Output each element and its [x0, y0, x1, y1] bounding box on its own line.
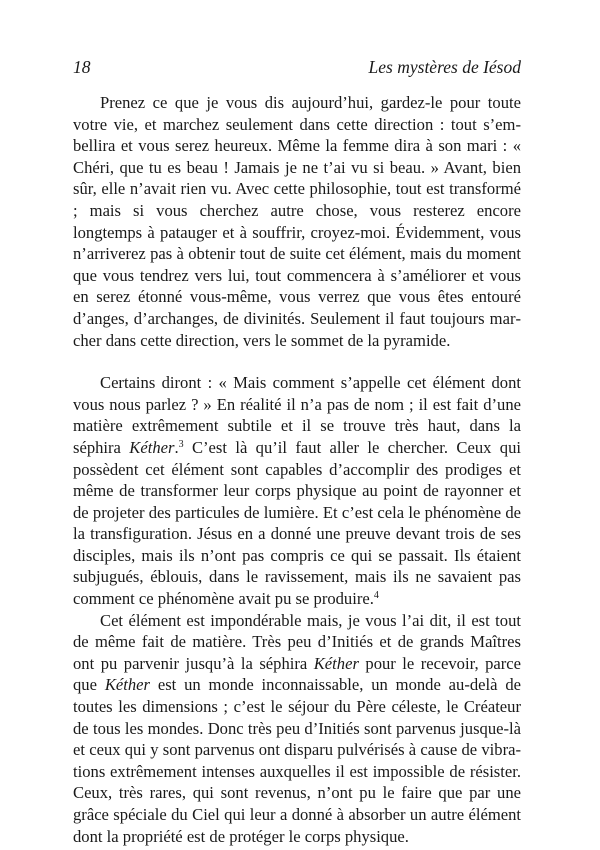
paragraph-2-text-a: Certains diront : « Mais comment s’appelle cet élément dont vous nous parlez ? » En réalité il n’a pas de nom ; il est fait d’une matière extrêmement subtile et il se trouve très haut, dans la séphira: [73, 373, 521, 457]
footnote-ref-3: 3: [178, 438, 184, 450]
paragraph-1-text: Prenez ce que je vous dis aujourd’hui, gardez-le pour toute votre vie, et marchez seulement dans cette direction : tout s’embellira et vous serez heureux. Même la femme dira à son mari : « Chéri, que tu es beau ! Jamais je ne t’ai vu si beau. » Avant, bien sûr, elle n’avait rien vu. Avec cette philosophie, tout est transformé ; mais si vous cherchez autre chose, vous resterez encore longtemps à patauger et à souffrir, croyez-moi. Évidemment, vous n’arriverez pas à obtenir tout de suite cet élément, mais du moment que vous tendrez vers lui, tout commencera à s’améliorer et vous en serez étonné vous-même, vous verrez que vous êtes entouré d’anges, d’archanges, de divinités. Seulement il faut toujours marcher dans cette direction, vers le sommet de la pyramide.: [73, 93, 521, 350]
term-kether: Kéther: [313, 653, 359, 673]
body-text: [73, 92, 521, 847]
paragraph-3: [73, 610, 521, 848]
term-kether: Kéther: [129, 437, 175, 457]
paragraph-1: [73, 92, 521, 351]
running-header: [73, 55, 521, 79]
footnote-ref-4: 4: [373, 590, 379, 602]
paragraph-3-text-c: est un monde inconnaissable, un monde au-delà de toutes les dimensions ; c’est le séjour du Père céleste, le Créateur de tous les mondes. Donc très peu d’Initiés sont parvenus jusque-là et ceux qui y sont parvenus ont disparu pulvérisés à cause de vibrations extrêmement intenses auxquelles il est impossible de résister. Ceux, très rares, qui sont revenus, n’ont pu le faire que par une grâce spéciale du Ciel qui leur a donné à absorber un autre élément dont la propriété est de protéger le corps physique.: [73, 675, 522, 846]
paragraph-2: [73, 372, 521, 610]
page-number: 18: [73, 57, 91, 77]
running-title: Les mystères de Iésod: [368, 57, 521, 77]
paragraph-3-text-b: pour le recevoir, parce que: [73, 653, 521, 695]
paragraph-2-text-c: C’est là qu’il faut aller le chercher. Ceux qui possèdent cet élément sont capables d’accomplir des prodiges et même de transformer leur corps physique au point de rayonner et de projeter des particules de lumière. Et c’est cela le phénomène de la transfiguration. Jésus en a donné une preuve devant trois de ses disciples, mais ils n’ont pas compris ce qui se passait. Ils étaient subjugués, éblouis, dans le ravissement, mais ils ne savaient pas comment ce phénomène avait pu se produire.: [73, 437, 521, 609]
paragraph-2-text-b: .: [174, 437, 179, 457]
paragraph-3-text-a: Cet élément est impondérable mais, je vous l’ai dit, il est tout de même fait de matière. Très peu d’Initiés et de grands Maîtres ont pu parvenir jusqu’à la séphira: [73, 610, 521, 673]
term-kether: Kéther: [104, 675, 150, 695]
